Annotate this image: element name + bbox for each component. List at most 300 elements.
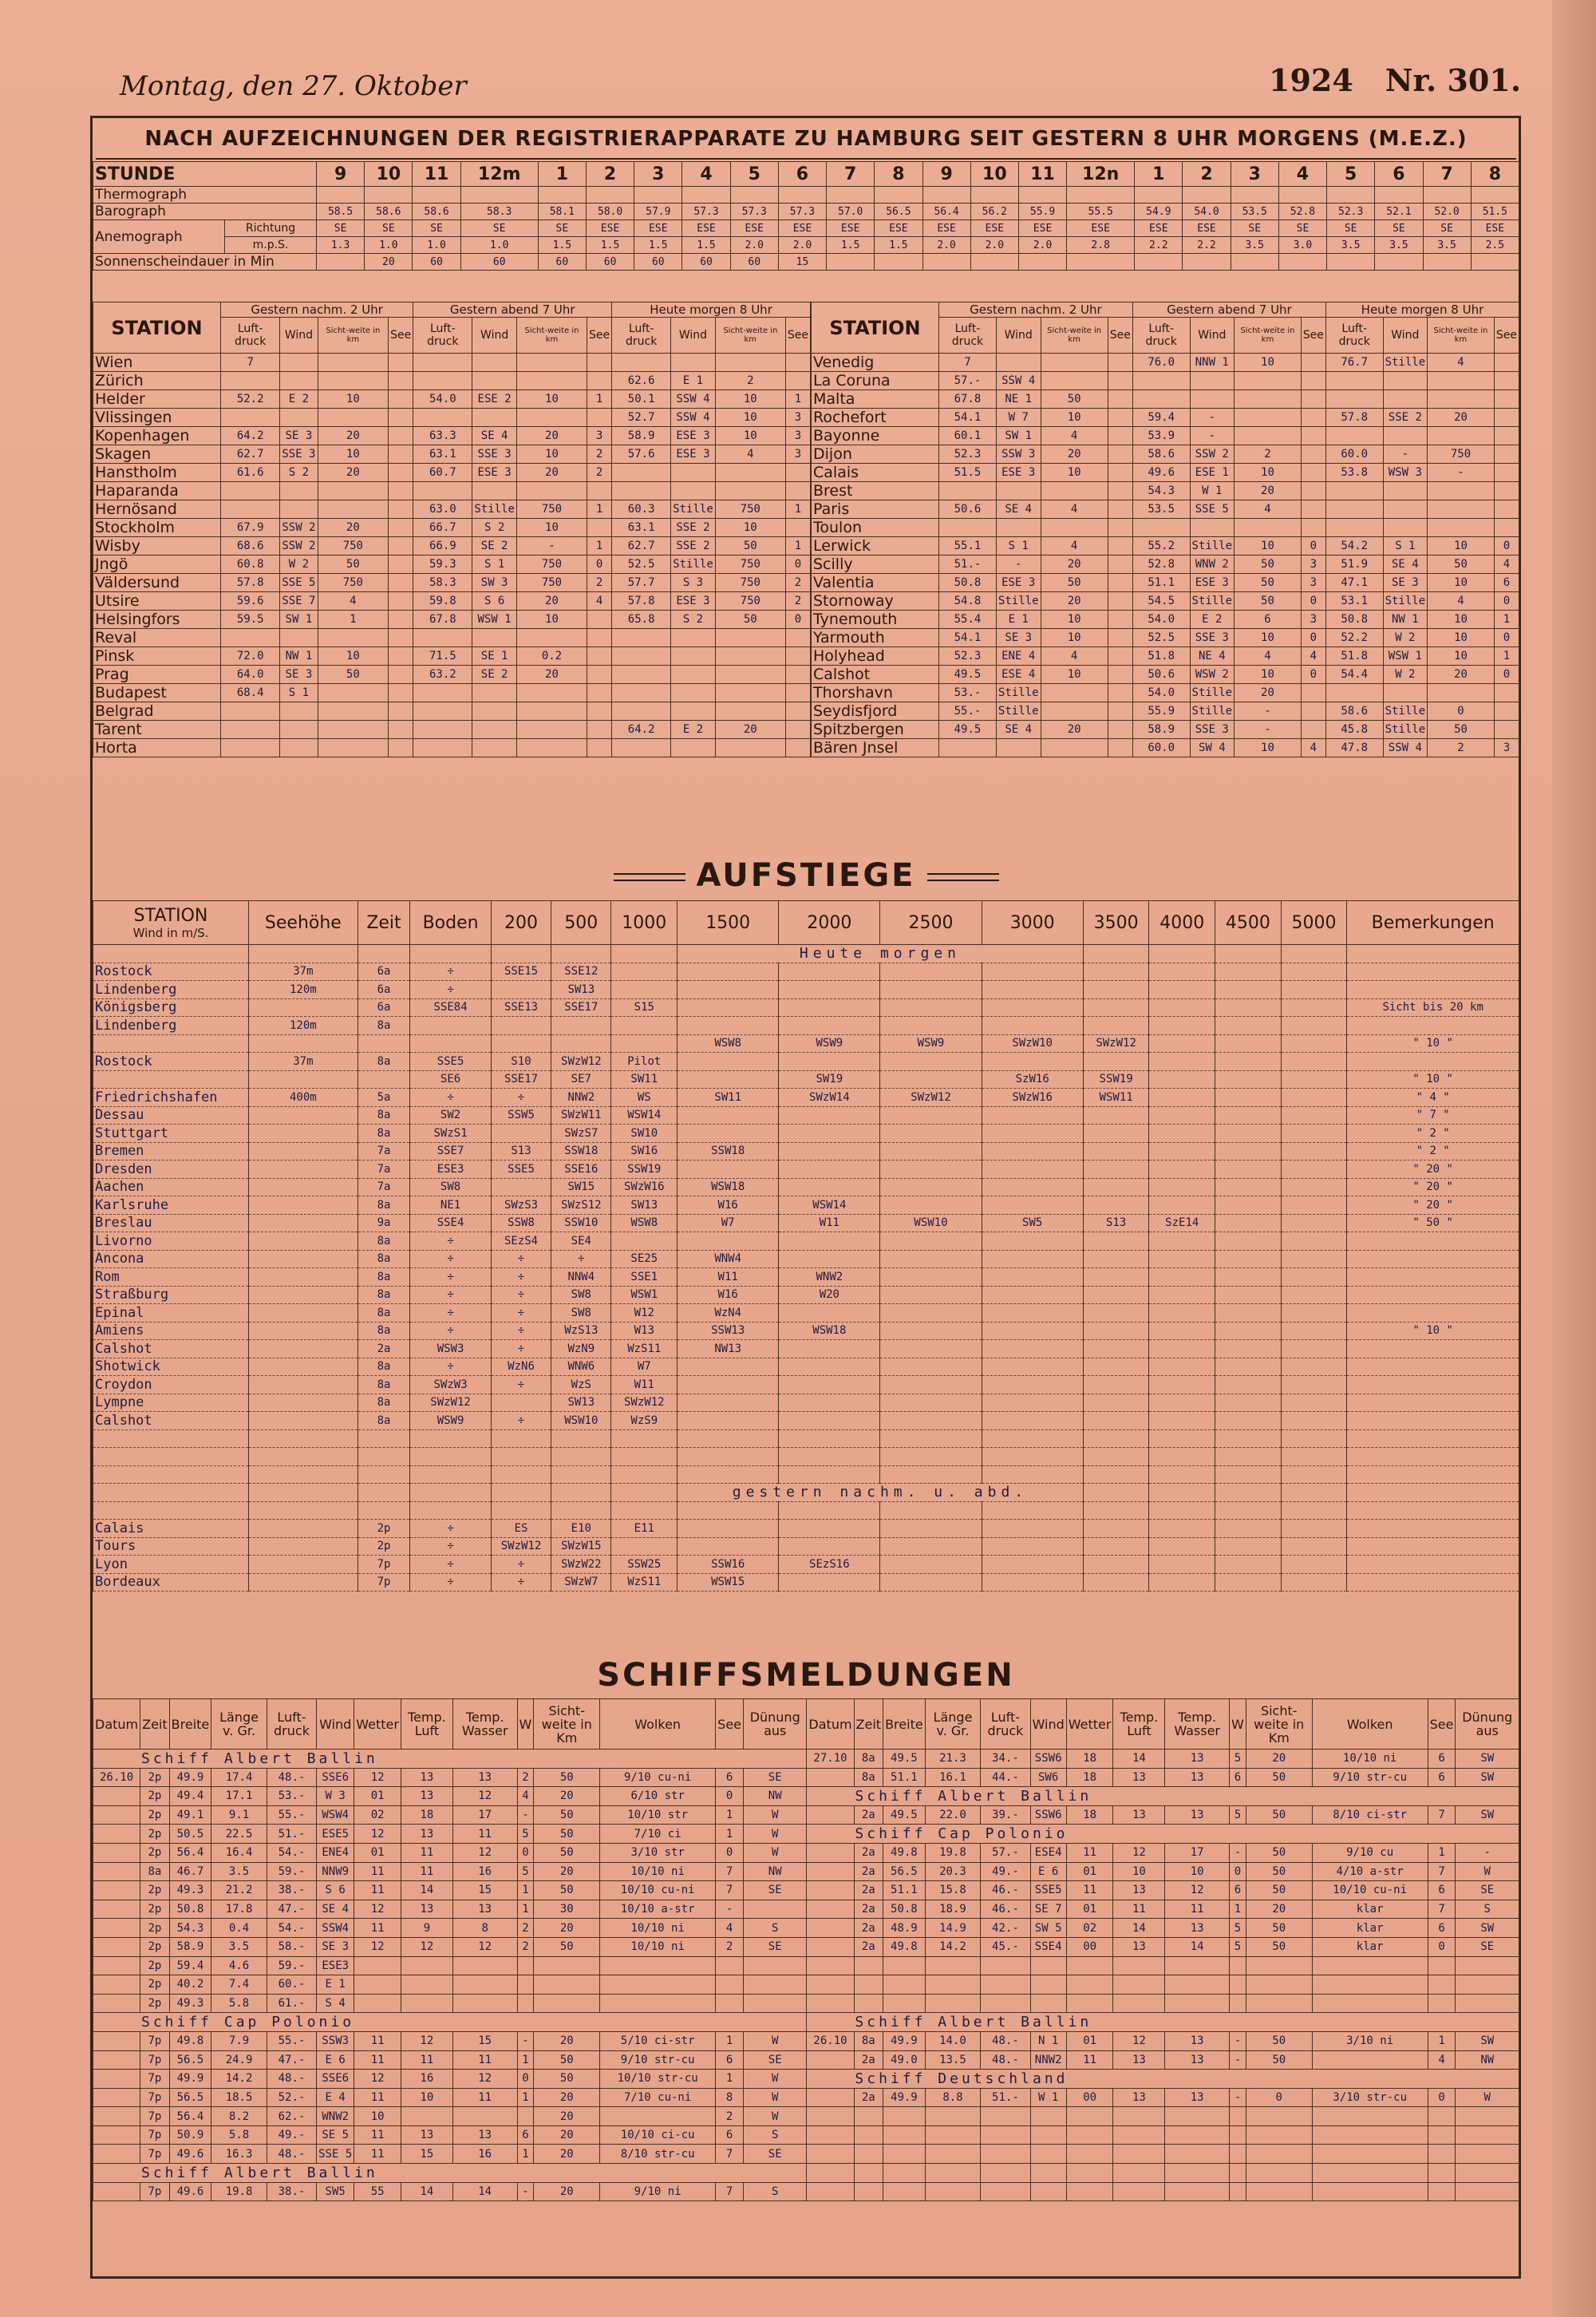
level-cell [491,981,551,999]
ship-obs-cell: SSW6 [1030,1750,1066,1769]
obs-cell: SW 4 [1190,739,1235,757]
station-name: Vlissingen [93,409,221,427]
obs-cell [612,354,671,372]
obs-cell [1041,354,1108,372]
obs-cell: 52.7 [612,409,671,427]
obs-cell: 4 [715,445,785,464]
ship-obs-cell [1165,2125,1230,2145]
zeit-cell [358,1501,410,1520]
obs-cell: S 1 [996,537,1041,556]
level-cell [1281,1196,1347,1215]
ship-obs-cell: 10/10 ni [600,1862,716,1881]
ship-obs-cell [925,1994,981,2013]
obs-cell [1301,721,1325,739]
ship-obs-cell [981,2182,1030,2201]
obs-cell: S 1 [1383,537,1428,556]
level-cell [678,1537,779,1556]
level-cell [1149,1520,1215,1538]
obs-cell: 3 [587,427,612,445]
mps-cell: 3.5 [1375,237,1423,254]
aufstieg-station: Dresden [93,1160,249,1179]
boden-cell: ÷ [410,1250,492,1268]
richtung-cell: ESE [875,220,922,237]
level-cell [1281,1214,1347,1232]
obs-cell: - [996,556,1041,574]
obs-cell: 0 [1301,666,1325,684]
ship-obs-cell: 50.9 [169,2125,211,2145]
station-wind-header [93,901,249,945]
level-cell [779,1465,880,1484]
schiff-header-6: Wetter [1066,1699,1113,1750]
obs-cell [389,519,413,537]
ship-obs-cell: W [744,1825,807,1844]
bemerkung-cell: " 20 " [1347,1160,1519,1179]
ship-obs-cell: SE 5 [317,2125,354,2145]
ship-obs-cell [600,1975,716,1995]
schiff-row [93,2107,1519,2126]
ship-obs-cell [1113,2164,1165,2183]
ship-obs-cell: 15 [452,1881,517,1900]
obs-cell: 20 [516,666,587,684]
obs-cell: Stille [1190,592,1235,611]
hour-cell: 7 [827,162,875,187]
obs-cell [671,629,716,647]
obs-cell: 4 [1041,500,1108,519]
obs-cell: Stille [472,500,517,519]
obs-cell [1108,574,1132,592]
obs-cell [1132,372,1190,390]
seehoehe-cell [249,1070,358,1089]
empty-cell [1149,945,1215,963]
obs-cell: 4 [1301,647,1325,666]
obs-cell [1301,500,1325,519]
obs-cell: 6 [1494,574,1519,592]
seehoehe-cell [249,1556,358,1574]
station-name: Lerwick [812,537,939,556]
level-cell [1149,1501,1215,1520]
ship-obs-cell: 13 [1165,1805,1230,1825]
level-cell [982,1412,1083,1430]
level-cell [1083,1465,1149,1484]
obs-cell [221,482,280,500]
level-cell [982,1017,1083,1035]
empty-cell [410,1484,492,1502]
level-header: 500 [551,901,611,945]
zeit-cell: 8a [358,1358,410,1376]
ship-obs-cell: 10/10 a-str [600,1900,716,1919]
ship-obs-cell [93,1843,140,1862]
ship-obs-cell: 7p [140,2070,170,2089]
obs-cell: SSW 2 [1190,445,1235,464]
station-name: Yarmouth [812,629,939,647]
ship-obs-cell: 17 [452,1805,517,1825]
aufstieg-row [93,1537,1519,1556]
hour-cell: 7 [1423,162,1471,187]
ship-obs-cell: 1 [716,1805,744,1825]
ship-obs-cell [981,1994,1030,2013]
obs-cell [996,739,1041,757]
level-cell: WzN4 [678,1304,779,1323]
ship-obs-cell [1312,2107,1428,2126]
level-cell: E10 [551,1520,611,1538]
mps-cell: 3.0 [1278,237,1326,254]
obs-cell: SE 4 [996,721,1041,739]
schiff-row [93,1805,1519,1825]
obs-cell [612,629,671,647]
empty-cell [93,1484,249,1502]
obs-cell: 1 [587,537,612,556]
ship-obs-cell: 20 [534,1862,600,1881]
ship-obs-cell: 7p [140,2182,170,2201]
ship-obs-cell: 13 [401,1768,452,1787]
obs-cell [587,684,612,702]
ship-obs-cell: 5 [517,1825,534,1844]
aufstieg-station: Lympne [93,1394,249,1412]
schiff-header-5: Wind [1030,1699,1066,1750]
ship-obs-cell: 1 [517,1900,534,1919]
level-cell [880,1070,982,1089]
ship-obs-cell [1456,2107,1519,2126]
obs-cell: SE 2 [472,666,517,684]
ship-obs-cell [1230,2182,1246,2201]
bemerkung-cell [1347,1340,1519,1358]
obs-cell [413,372,472,390]
obs-cell: SW 1 [996,427,1041,445]
thermograph-label: Thermograph [93,187,317,204]
subheader-wind: Wind [1383,318,1428,354]
empty-cell [358,945,410,963]
obs-cell [516,684,587,702]
ship-obs-cell [925,1975,981,1995]
obs-cell: Stille [1383,592,1428,611]
level-cell [1215,1573,1282,1591]
schiff-header-6: Wetter [354,1699,401,1750]
ship-obs-cell [744,1975,807,1995]
ship-obs-cell [807,1900,854,1919]
level-cell [1149,1448,1215,1466]
barograph-cell: 55.5 [1067,204,1135,220]
level-cell: SW16 [611,1142,678,1160]
obs-cell [1428,684,1495,702]
zeit-cell: 8a [358,1304,410,1323]
boden-cell: ÷ [410,1556,492,1574]
obs-cell [1494,354,1519,372]
obs-cell: 54.0 [1132,611,1190,629]
level-cell [1215,1304,1282,1323]
ship-obs-cell: 5 [1230,1750,1246,1769]
ship-obs-cell [93,2145,140,2164]
boden-cell: SW2 [410,1106,492,1125]
barograph-cell: 58.1 [538,204,586,220]
ship-obs-cell [925,2145,981,2164]
ship-obs-cell: 7 [716,1881,744,1900]
station-name: Pinsk [93,647,221,666]
schiff-row [93,1881,1519,1900]
station-row [93,519,811,537]
ship-obs-cell: 20.3 [925,1862,981,1881]
ship-obs-cell: 21.3 [925,1750,981,1769]
ship-obs-cell [1456,2125,1519,2145]
ship-obs-cell: 2 [716,1937,744,1956]
ship-obs-cell: 50 [1246,2031,1312,2050]
ship-obs-cell: 12 [354,1900,401,1919]
richtung-cell: ESE [970,220,1018,237]
level-cell [611,1034,678,1053]
obs-cell: 61.6 [221,464,280,482]
thermograph-cell [1183,187,1231,204]
obs-cell: 1 [587,500,612,519]
station-row [93,684,811,702]
ship-obs-cell: SSE5 [1030,1881,1066,1900]
seehoehe-header: Seehöhe [249,901,358,945]
obs-cell: W 2 [280,556,318,574]
ship-obs-cell: 48.- [267,1768,316,1787]
obs-cell [472,629,517,647]
boden-cell: SSE4 [410,1214,492,1232]
barograph-cell: 55.9 [1018,204,1066,220]
obs-cell: 10 [715,427,785,445]
ship-obs-cell [1230,1956,1246,1975]
station-row [93,354,811,372]
obs-cell [389,574,413,592]
level-cell: WzS9 [611,1412,678,1430]
level-cell [1149,1322,1215,1340]
boden-cell: ÷ [410,1520,492,1538]
ship-obs-cell: 1 [1230,1900,1246,1919]
level-cell [779,1232,880,1251]
ship-obs-cell: 49.9 [883,2031,926,2050]
obs-cell: 10 [1235,354,1302,372]
ship-obs-cell [1113,1994,1165,2013]
obs-cell: 2 [587,574,612,592]
obs-cell [1041,482,1108,500]
hour-cell: 11 [1018,162,1066,187]
ship-obs-cell: 50 [1246,1768,1312,1787]
bemerkung-cell [1347,1465,1519,1484]
station-name: Wisby [93,537,221,556]
obs-cell: 54.1 [939,629,997,647]
obs-cell [587,354,612,372]
ship-obs-cell [807,2050,854,2070]
level-cell [779,1160,880,1179]
ship-obs-cell: 2a [854,2088,883,2107]
seehoehe-cell [249,1394,358,1412]
ship-obs-cell: 11 [452,2050,517,2070]
level-cell: SW13 [611,1196,678,1215]
obs-cell: 750 [318,574,389,592]
barograph-cell: 58.6 [365,204,413,220]
station-name: Wien [93,354,221,372]
seehoehe-cell [249,1160,358,1179]
level-cell [678,1053,779,1071]
level-cell: SWzW22 [551,1556,611,1574]
obs-cell: 72.0 [221,647,280,666]
ship-obs-cell: 11 [354,2145,401,2164]
level-cell [1215,1520,1282,1538]
level-cell: Pilot [611,1053,678,1071]
title-rule-left [614,873,685,881]
aufstieg-station: Rom [93,1268,249,1287]
subheader-wind: Wind [1190,318,1235,354]
seehoehe-cell [249,1376,358,1394]
ship-obs-cell: 13 [1113,1937,1165,1956]
aufstieg-row [93,1304,1519,1323]
ship-obs-cell [883,2182,926,2201]
level-cell [551,1017,611,1035]
zeit-cell: 2p [358,1537,410,1556]
obs-cell [1108,629,1132,647]
sonnen-cell [317,254,365,271]
level-cell: WS [611,1089,678,1107]
ship-obs-cell: 49.9 [883,2088,926,2107]
obs-cell: SSE 3 [1190,629,1235,647]
level-cell [880,1537,982,1556]
sonnen-cell [1327,254,1375,271]
obs-cell: 52.3 [939,445,997,464]
level-cell [880,1160,982,1179]
ship-obs-cell: 0 [517,2070,534,2089]
obs-cell [472,409,517,427]
station-row [93,702,811,721]
ship-obs-cell [1456,1975,1519,1995]
obs-cell [1190,372,1235,390]
seehoehe-cell [249,1304,358,1323]
ship-obs-cell: E 6 [317,2050,354,2070]
station-name: Scilly [812,556,939,574]
obs-cell: SSW 4 [1383,739,1428,757]
obs-cell [1301,372,1325,390]
obs-cell [516,702,587,721]
station-row [812,611,1519,629]
level-header: 5000 [1281,901,1347,945]
ship-obs-cell: NNW9 [317,1862,354,1881]
level-cell: WSW18 [678,1178,779,1196]
empty-cell [1347,945,1519,963]
subheader-sicht: Sicht-weite in km [1235,318,1302,354]
ship-obs-cell: 14.2 [925,1937,981,1956]
ship-obs-cell [744,1956,807,1975]
ship-obs-cell [1165,2164,1230,2183]
thermograph-cell [1423,187,1471,204]
hour-cell: 8 [875,162,922,187]
seehoehe-cell [249,1142,358,1160]
ship-obs-cell: W 1 [1030,2088,1066,2107]
schiff-header-12: See [716,1699,744,1750]
ship-obs-cell: 0 [517,1843,534,1862]
level-cell: SE4 [551,1232,611,1251]
level-cell [678,1376,779,1394]
level-cell [1149,1286,1215,1304]
ship-obs-cell [93,1862,140,1881]
station-name: Spitzbergen [812,721,939,739]
obs-cell [612,482,671,500]
level-cell [1149,1017,1215,1035]
level-cell [1281,1106,1347,1125]
obs-cell: 63.1 [413,445,472,464]
ship-obs-cell [517,1994,534,2013]
boden-cell: ÷ [410,1304,492,1323]
thermograph-cell [1135,187,1183,204]
obs-cell: 54.2 [1325,537,1383,556]
ship-obs-cell: 13 [1165,2031,1230,2050]
ship-obs-cell: 50 [1246,2050,1312,2070]
obs-cell [413,629,472,647]
obs-cell [715,684,785,702]
obs-cell: S 1 [472,556,517,574]
boden-cell: SSE5 [410,1053,492,1071]
ship-obs-cell [1428,1956,1456,1975]
obs-cell: 53.9 [1132,427,1190,445]
obs-cell: 3 [1301,574,1325,592]
level-cell: WzS13 [551,1322,611,1340]
bemerkung-cell [1347,1358,1519,1376]
ship-obs-cell: 12 [354,2070,401,2089]
zeit-cell [358,1034,410,1053]
level-cell [1149,1376,1215,1394]
obs-cell: 63.1 [612,519,671,537]
level-cell [779,1250,880,1268]
ship-obs-cell [1230,2125,1246,2145]
ship-obs-cell [1246,2107,1312,2126]
obs-cell [715,739,785,757]
obs-cell [280,739,318,757]
ship-obs-cell [807,1937,854,1956]
aufstieg-row [93,1160,1519,1179]
obs-cell: - [1190,427,1235,445]
obs-cell: 10 [715,409,785,427]
station-row [812,445,1519,464]
obs-cell: W 1 [1190,482,1235,500]
aufstieg-row [93,1376,1519,1394]
obs-cell [1325,390,1383,409]
ship-obs-cell [401,1975,452,1995]
obs-cell [1301,427,1325,445]
level-cell [1083,1573,1149,1591]
ship-obs-cell [1246,1994,1312,2013]
ship-obs-cell: S [744,1919,807,1938]
obs-cell: 49.5 [939,666,997,684]
ship-obs-cell: 50 [534,1881,600,1900]
ship-obs-cell [93,2050,140,2070]
obs-cell [389,409,413,427]
hour-cell: 8 [1471,162,1519,187]
ship-obs-cell: 10/10 ni [1312,1750,1428,1769]
level-cell [779,1448,880,1466]
boden-cell: WSW9 [410,1412,492,1430]
level-cell: WzS11 [611,1340,678,1358]
level-cell [1215,1376,1282,1394]
obs-cell: SW 3 [472,574,517,592]
obs-cell [1041,372,1108,390]
obs-cell: 20 [1235,482,1302,500]
boden-cell: SSE7 [410,1142,492,1160]
ship-obs-cell: 15.8 [925,1881,981,1900]
ship-obs-cell [1230,2145,1246,2164]
heute-morgen-header: Heute morgen 8 Uhr [1325,302,1519,318]
obs-cell [516,354,587,372]
ship-obs-cell [1312,1956,1428,1975]
station-row [93,574,811,592]
obs-cell: 64.2 [612,721,671,739]
obs-cell: 64.2 [221,427,280,445]
richtung-cell: ESE [730,220,778,237]
ship-obs-cell [1230,1994,1246,2013]
ship-obs-cell: 53.- [267,1787,316,1806]
ship-obs-cell: 10/10 ni [600,1937,716,1956]
boden-cell: ÷ [410,1089,492,1107]
schiff-row [93,2050,1519,2070]
obs-cell [1428,519,1495,537]
